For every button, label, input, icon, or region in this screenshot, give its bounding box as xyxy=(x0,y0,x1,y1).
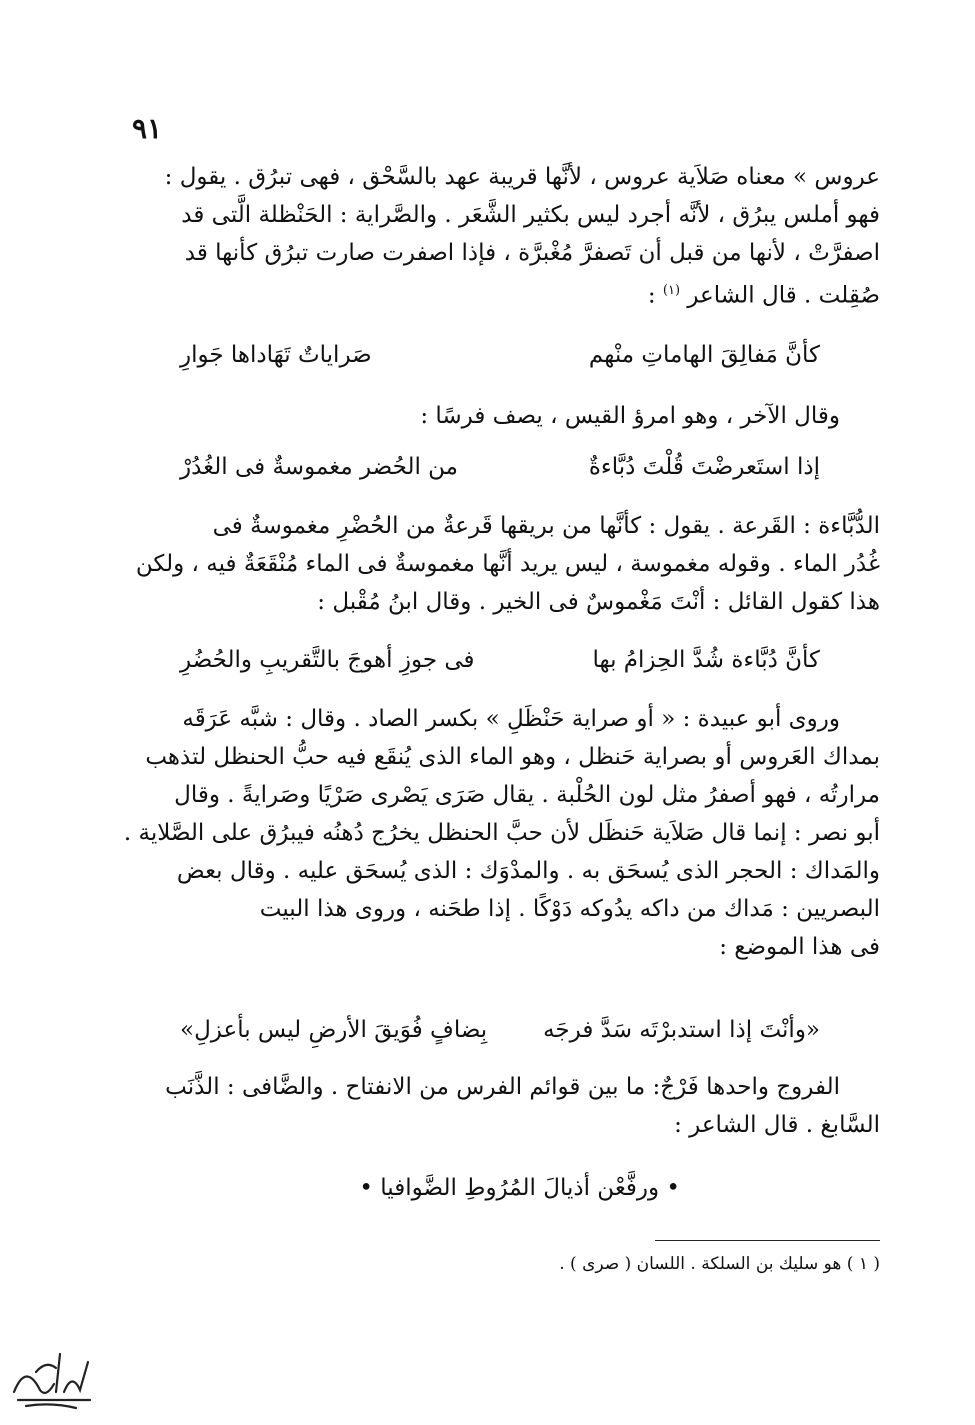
text-line: وقال الآخر ، وهو امرؤ القيس ، يصف فرسًا : xyxy=(420,403,840,429)
text-line: بمداك العَروس أو بصراية حَنظل ، وهو الماء الذى يُنقَع فيه حبُّ الحنظل لتذهب xyxy=(145,744,880,770)
text-line: مرارتُه ، فهو أصفرُ مثل لون الحُلْبة . يقال صَرَى يَصْرى صَرْيًا وصَرايةً . وقال xyxy=(174,782,880,808)
paragraph-3 xyxy=(123,700,880,966)
text-line: هذا كقول القائل : أنْتَ مَغْموسٌ فى الخير . وقال ابنُ مُقْبل : xyxy=(317,589,880,615)
text-line: البصريين : مَداك من داكه يدُوكه دَوْكًا . إذا طحَنه ، وروى هذا البيت xyxy=(259,896,880,922)
verse-second-hemistich: بِضافٍ فُوَيقَ الأرضِ ليس بأعزلِ» xyxy=(180,1017,488,1043)
verse-first-hemistich: «وأنْتَ إذا استدبرْتَه سَدَّ فرجَه xyxy=(543,1017,820,1043)
paragraph-4 xyxy=(165,1068,880,1144)
verse-second-hemistich: فى جوزِ أهوجَ بالتَّقريبِ والحُضُرِ xyxy=(180,647,475,673)
verse-second-hemistich: صَراياتٌ تَهَاداها جَوارِ xyxy=(180,342,372,368)
text-line: غُدُر الماء . وقوله مغموسة ، ليس يريد أنَّها مغموسةٌ فى الماء مُنْقَعَةٌ فيه ، ولكن xyxy=(135,551,880,577)
verse-first-hemistich: كأنَّ مَفالِقَ الهاماتِ منْهم xyxy=(588,342,820,368)
text-line xyxy=(172,272,880,315)
text-line: فى هذا الموضع : xyxy=(719,934,880,960)
verse-first-hemistich: كأنَّ دُبَّاءة شُدَّ الحِزامُ بها xyxy=(592,647,820,673)
verse-hemistich: • ورفَّعْن أذيالَ المُرُوطِ الضَّوافيا • xyxy=(359,1175,680,1201)
footnote: ( ١ ) هو سليك بن السلكة . اللسان ( صرى ) . xyxy=(559,1254,880,1274)
paragraph-2 xyxy=(135,507,880,621)
verse-second-hemistich: من الحُضر مغموسةٌ فى الغُدُرْ xyxy=(180,454,458,480)
footnote-divider xyxy=(655,1240,880,1241)
text-line-tail: : xyxy=(647,282,663,309)
text-line-content: صُقِلت . قال الشاعر xyxy=(687,282,880,309)
footnote-marker: (١) xyxy=(662,283,681,298)
page-number: ٩١ xyxy=(132,112,163,145)
text-line: الدُّبَّاءة : القَرعة . يقول : كأنَّها من بريقها قَرعةٌ من الحُضْرِ مغموسةٌ فى xyxy=(212,513,880,539)
text-line: وروى أبو عبيدة : « أو صراية حَنْظَلِ » بكسر الصاد . وقال : شبَّه عَرَقَه xyxy=(182,706,840,732)
verse-4 xyxy=(180,1010,880,1050)
verse-first-hemistich: إذا استَعرضْتَ قُلْتَ دُبَّاءةٌ xyxy=(588,454,820,480)
verse-1 xyxy=(180,335,880,375)
text-line: اصفرَّتْ ، لأنها من قبل أن تَصفرَّ مُغْبرَّة ، فإذا اصفرت صارت تبرُق كأنها قد xyxy=(184,240,880,266)
text-line: أبو نصر : إنما قال صَلاَية حَنظَل لأن حبَّ الحنظل يخرُج دُهنُه فيبرُق على الصَّلاية . xyxy=(123,820,880,846)
verse-3 xyxy=(180,640,880,680)
text-line: الفروج واحدها فَرْجٌ: ما بين قوائم الفرس من الانفتاح . والضَّافى : الذَّنَب xyxy=(165,1074,840,1100)
library-stamp-icon xyxy=(6,1332,96,1412)
text-line: السَّابغ . قال الشاعر : xyxy=(674,1112,880,1138)
verse-5 xyxy=(180,1168,880,1208)
paragraph-1 xyxy=(164,158,880,315)
verse-2 xyxy=(180,447,880,487)
text-line: والمَداك : الحجر الذى يُسحَق به . والمدْوَك : الذى يُسحَق عليه . وقال بعض xyxy=(176,858,880,884)
text-line: عروس » معناه صَلاَية عروس ، لأنَّها قريبة عهد بالسَّحْق ، فهى تبرُق . يقول : xyxy=(164,164,880,190)
paragraph-transition-1 xyxy=(172,397,880,435)
text-line: فهو أملس يبرُق ، لأنَّه أجرد ليس بكثير الشَّعَر . والصَّراية : الحَنْظلة الَّتى قد xyxy=(181,202,880,228)
